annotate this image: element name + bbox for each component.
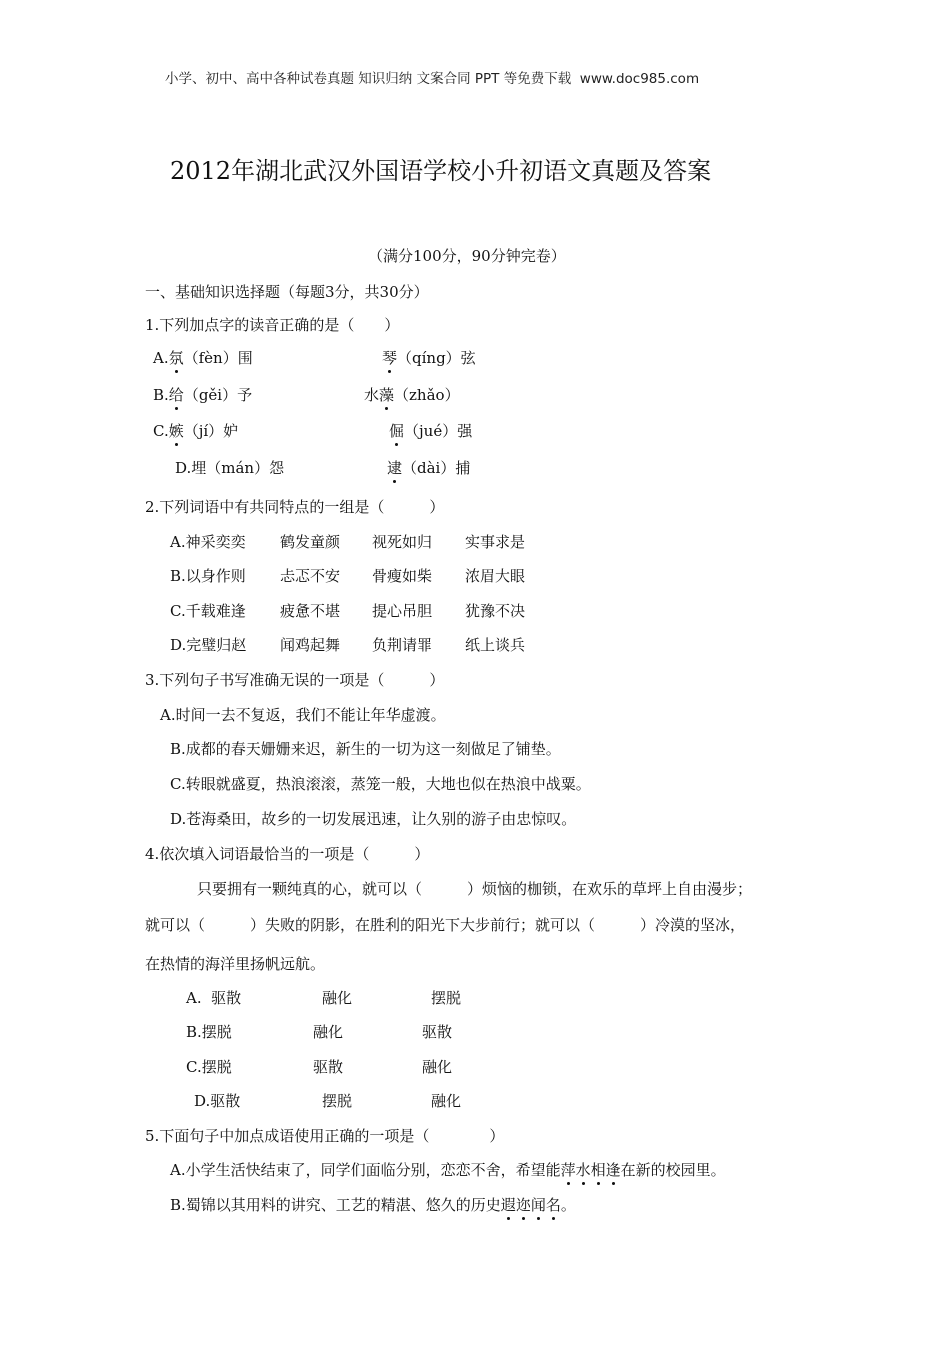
- exam-subtitle: （满分100分，90分钟完卷）: [368, 247, 566, 265]
- q4-option-c-w2: 驱散: [313, 1058, 344, 1076]
- q2-option-d: D.完璧归赵: [170, 636, 247, 654]
- q4-option-b-w2: 融化: [313, 1023, 344, 1041]
- dotted-char: 水: [575, 1161, 591, 1179]
- question-1-stem: 1.下列加点字的读音正确的是（ ）: [145, 316, 400, 334]
- dotted-char: 逢: [605, 1161, 621, 1179]
- q3-option-b: B.成都的春天姗姗来迟，新生的一切为这一刻做足了铺垫。: [170, 740, 561, 758]
- question-2-stem: 2.下列词语中有共同特点的一组是（ ）: [145, 498, 445, 516]
- dotted-char: 闻: [530, 1196, 546, 1214]
- q4-option-a: A. 驱散: [186, 989, 242, 1007]
- q4-option-b: B.摆脱: [186, 1023, 232, 1041]
- q5-option-a: A.小学生活快结束了，同学们面临分别，恋恋不舍，希望能萍水相逢在新的校园里。: [170, 1161, 726, 1179]
- dotted-char: 相: [590, 1161, 606, 1179]
- q1-option-c-right: 倔（jué）强: [389, 422, 473, 440]
- q1-option-a-left: A.氛（fèn）围: [153, 349, 253, 367]
- q2-option-c-w2: 疲惫不堪: [280, 602, 341, 620]
- question-4-stem: 4.依次填入词语最恰当的一项是（ ）: [145, 845, 430, 863]
- q1-option-d-right: 逮（dài）捕: [387, 459, 471, 477]
- q1-option-a-right: 琴（qíng）弦: [382, 349, 476, 367]
- q2-option-a-w4: 实事求是: [465, 533, 526, 551]
- section-heading: 一、基础知识选择题（每题3分，共30分）: [145, 283, 429, 301]
- q1-option-c-left: C.嫉（jí）妒: [153, 422, 239, 440]
- dotted-char: 给: [168, 386, 184, 404]
- q2-option-d-w3: 负荆请罪: [372, 636, 433, 654]
- q3-option-c: C.转眼就盛夏，热浪滚滚，蒸笼一般，大地也似在热浪中战粟。: [170, 775, 591, 793]
- q4-option-d-w3: 融化: [431, 1092, 462, 1110]
- dotted-char: 氛: [168, 349, 184, 367]
- q1-option-b-right: 水藻（zhǎo）: [364, 386, 460, 404]
- q4-option-b-w3: 驱散: [422, 1023, 453, 1041]
- q3-option-d: D.苍海桑田，故乡的一切发展迅速，让久别的游子由忠惊叹。: [170, 810, 577, 828]
- q2-option-c-w4: 犹豫不决: [465, 602, 526, 620]
- q2-option-b-w3: 骨瘦如柴: [372, 567, 433, 585]
- dotted-char: 藻: [379, 386, 395, 404]
- question-3-stem: 3.下列句子书写准确无误的一项是（ ）: [145, 671, 445, 689]
- q2-option-c: C.千载难逢: [170, 602, 246, 620]
- dotted-char: 嫉: [168, 422, 184, 440]
- q2-option-b-w4: 浓眉大眼: [465, 567, 526, 585]
- dotted-char: 迩: [515, 1196, 531, 1214]
- q4-option-c: C.摆脱: [186, 1058, 232, 1076]
- q3-option-a: A.时间一去不复返，我们不能让年华虚渡。: [160, 706, 446, 724]
- page-header: 小学、初中、高中各种试卷真题 知识归纳 文案合同 PPT 等免费下载 www.doc985.com: [165, 71, 700, 87]
- q4-option-d: D.驱散: [194, 1092, 241, 1110]
- q2-option-d-w4: 纸上谈兵: [465, 636, 526, 654]
- dotted-char: 遐: [500, 1196, 516, 1214]
- q2-option-a-w3: 视死如归: [372, 533, 433, 551]
- dotted-char: 逮: [387, 459, 403, 477]
- q4-passage-line-3: 在热情的海洋里扬帆远航。: [145, 955, 326, 973]
- q2-option-b: B.以身作则: [170, 567, 246, 585]
- q4-option-c-w3: 融化: [422, 1058, 453, 1076]
- q4-passage-line-1: 只要拥有一颗纯真的心，就可以（ ）烦恼的枷锁，在欢乐的草坪上自由漫步；: [197, 880, 753, 898]
- dotted-char: 琴: [382, 349, 398, 367]
- q2-option-a: A.神采奕奕: [170, 533, 246, 551]
- q2-option-b-w2: 忐忑不安: [280, 567, 341, 585]
- q4-option-d-w2: 摆脱: [322, 1092, 353, 1110]
- q2-option-a-w2: 鹤发童颜: [280, 533, 341, 551]
- q1-option-d-left: D.埋（mán）怨: [175, 459, 285, 477]
- question-5-stem: 5.下面句子中加点成语使用正确的一项是（ ）: [145, 1127, 505, 1145]
- q4-passage-line-2: 就可以（ ）失败的阴影，在胜利的阳光下大步前行；就可以（ ）冷漠的坚冰，: [145, 916, 746, 934]
- dotted-char: 萍: [560, 1161, 576, 1179]
- dotted-char: 名: [545, 1196, 561, 1214]
- q4-option-a-w2: 融化: [322, 989, 353, 1007]
- dotted-char: 倔: [389, 422, 405, 440]
- q5-option-b: B.蜀锦以其用料的讲究、工艺的精湛、悠久的历史遐迩闻名。: [170, 1196, 576, 1214]
- q2-option-d-w2: 闻鸡起舞: [280, 636, 341, 654]
- q4-option-a-w3: 摆脱: [431, 989, 462, 1007]
- q1-option-b-left: B.给（gěi）予: [153, 386, 253, 404]
- q2-option-c-w3: 提心吊胆: [372, 602, 433, 620]
- page-title: 2012年湖北武汉外国语学校小升初语文真题及答案: [170, 157, 712, 185]
